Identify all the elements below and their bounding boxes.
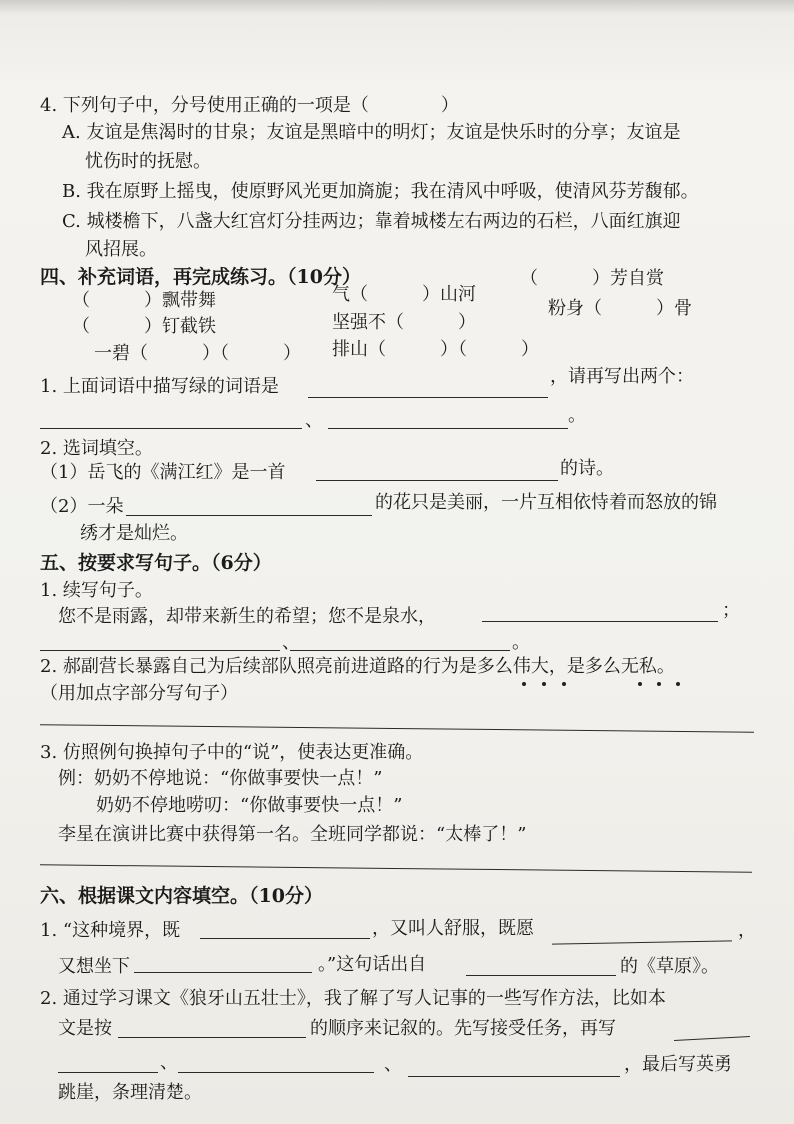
sec6-q1-a: 1. “这种境界，既 <box>40 920 181 941</box>
answer-line[interactable] <box>308 397 548 398</box>
word-piao: （ ）飘带舞 <box>72 290 216 311</box>
q4-option-c: C. 城楼檐下，八盏大红宫灯分挂两边；靠着城楼左右两边的石栏，八面红旗迎 <box>62 211 681 232</box>
sec4-q1-prompt-end: ，请再写出两个： <box>550 366 694 387</box>
answer-line[interactable] <box>316 480 558 481</box>
sec5-q2-note: （用加点字部分写句子） <box>40 683 238 704</box>
answer-line[interactable] <box>328 428 568 429</box>
q4-option-b: B. 我在原野上摇曳，使原野风光更加旖旎；我在清风中呼吸，使清风芬芳馥郁。 <box>62 181 699 202</box>
word-fen: 粉身（ ）骨 <box>548 298 692 319</box>
word-bi: 一碧（ ）（ ） <box>94 343 301 364</box>
word-ding: （ ）钉截铁 <box>72 316 216 337</box>
sec4-q2-2: （2）一朵 <box>40 496 124 517</box>
sec6-q2-b: 文是按 <box>58 1018 112 1039</box>
sec6-q2-a: 2. 通过学习课文《狼牙山五壮士》，我了解了写人记事的一些写作方法，比如本 <box>40 988 666 1009</box>
answer-line[interactable] <box>40 724 754 732</box>
sec6-q2-e: 跳崖，条理清楚。 <box>58 1082 202 1103</box>
answer-line[interactable] <box>58 1072 158 1073</box>
sec5-q1-text: 您不是雨露，却带来新生的希望；您不是泉水， <box>58 606 436 627</box>
comma: ， <box>738 920 756 941</box>
sec4-q2-title: 2. 选词填空。 <box>40 438 153 459</box>
answer-line[interactable] <box>290 650 510 651</box>
period: 。 <box>568 405 586 426</box>
answer-line[interactable] <box>118 1037 306 1038</box>
period: 。 <box>512 632 530 653</box>
answer-line[interactable] <box>40 864 752 872</box>
word-jian: 坚强不（ ） <box>332 312 476 333</box>
answer-line[interactable] <box>466 975 616 976</box>
answer-line[interactable] <box>200 938 370 939</box>
sec4-q2-2-end: 绣才是灿烂。 <box>80 523 188 544</box>
sec6-q2-d: ，最后写英勇 <box>624 1054 732 1075</box>
section-6-title: 六、根据课文内容填空。（10分） <box>40 885 323 907</box>
q4-option-a-cont: 忧伤时的抚慰。 <box>85 151 211 172</box>
enum-comma: 、 <box>305 410 323 431</box>
sec5-q3-text: 李星在演讲比赛中获得第一名。全班同学都说：“太棒了！” <box>58 824 527 845</box>
enum-comma: 、 <box>282 632 300 653</box>
section-4-title: 四、补充词语，再完成练习。（10分） <box>40 266 361 288</box>
semicolon: ； <box>722 600 740 621</box>
sec6-q1-d: 。”这句话出自 <box>318 954 427 975</box>
answer-line[interactable] <box>552 940 732 944</box>
sec4-q2-1: （1）岳飞的《满江红》是一首 <box>40 462 286 483</box>
answer-line[interactable] <box>134 972 312 973</box>
sec6-q1-b: ，又叫人舒服，既愿 <box>372 918 534 939</box>
q4-option-c-cont: 风招展。 <box>85 239 157 260</box>
sec5-q2-text: 2. 郝副营长暴露自己为后续部队照亮前进道路的行为是多么伟大，是多么无私。 <box>40 656 675 677</box>
answer-line[interactable] <box>178 1072 374 1073</box>
sec5-q3-title: 3. 仿照例句换掉句子中的“说”，使表达更准确。 <box>40 742 424 763</box>
answer-line[interactable] <box>126 515 372 516</box>
answer-line[interactable] <box>40 428 302 429</box>
answer-line[interactable] <box>674 1036 750 1041</box>
sec4-q1-prompt: 1. 上面词语中描写绿的词语是 <box>40 376 279 397</box>
word-qi: 气（ ）山河 <box>332 284 476 305</box>
sec5-q3-example: 例：奶奶不停地说：“你做事要快一点！” <box>58 768 383 789</box>
sec5-q1-title: 1. 续写句子。 <box>40 580 153 601</box>
sec4-q2-1-end: 的诗。 <box>560 458 614 479</box>
sec4-q2-2-mid: 的花只是美丽，一片互相依恃着而怒放的锦 <box>375 492 717 513</box>
sec6-q1-c: 又想坐下 <box>58 956 130 977</box>
answer-line[interactable] <box>482 621 718 622</box>
word-fang: （ ）芳自赏 <box>520 268 664 289</box>
sec6-q2-c: 的顺序来记叙的。先写接受任务，再写 <box>310 1018 616 1039</box>
sec6-q1-e: 的《草原》。 <box>620 956 719 977</box>
answer-line[interactable] <box>40 650 280 651</box>
sec5-q3-example-2: 奶奶不停地唠叨：“你做事要快一点！” <box>96 795 403 816</box>
answer-line[interactable] <box>408 1076 620 1077</box>
q4-option-a: A. 友谊是焦渴时的甘泉；友谊是黑暗中的明灯；友谊是快乐时的分享；友谊是 <box>62 122 681 143</box>
q4-stem: 4. 下列句子中，分号使用正确的一项是（ ） <box>40 95 459 116</box>
enum-comma: 、 <box>160 1052 178 1073</box>
enum-comma: 、 <box>384 1054 402 1075</box>
scan-edge <box>0 0 794 14</box>
section-5-title: 五、按要求写句子。（6分） <box>40 552 272 574</box>
word-pai: 排山（ ）（ ） <box>332 339 539 360</box>
